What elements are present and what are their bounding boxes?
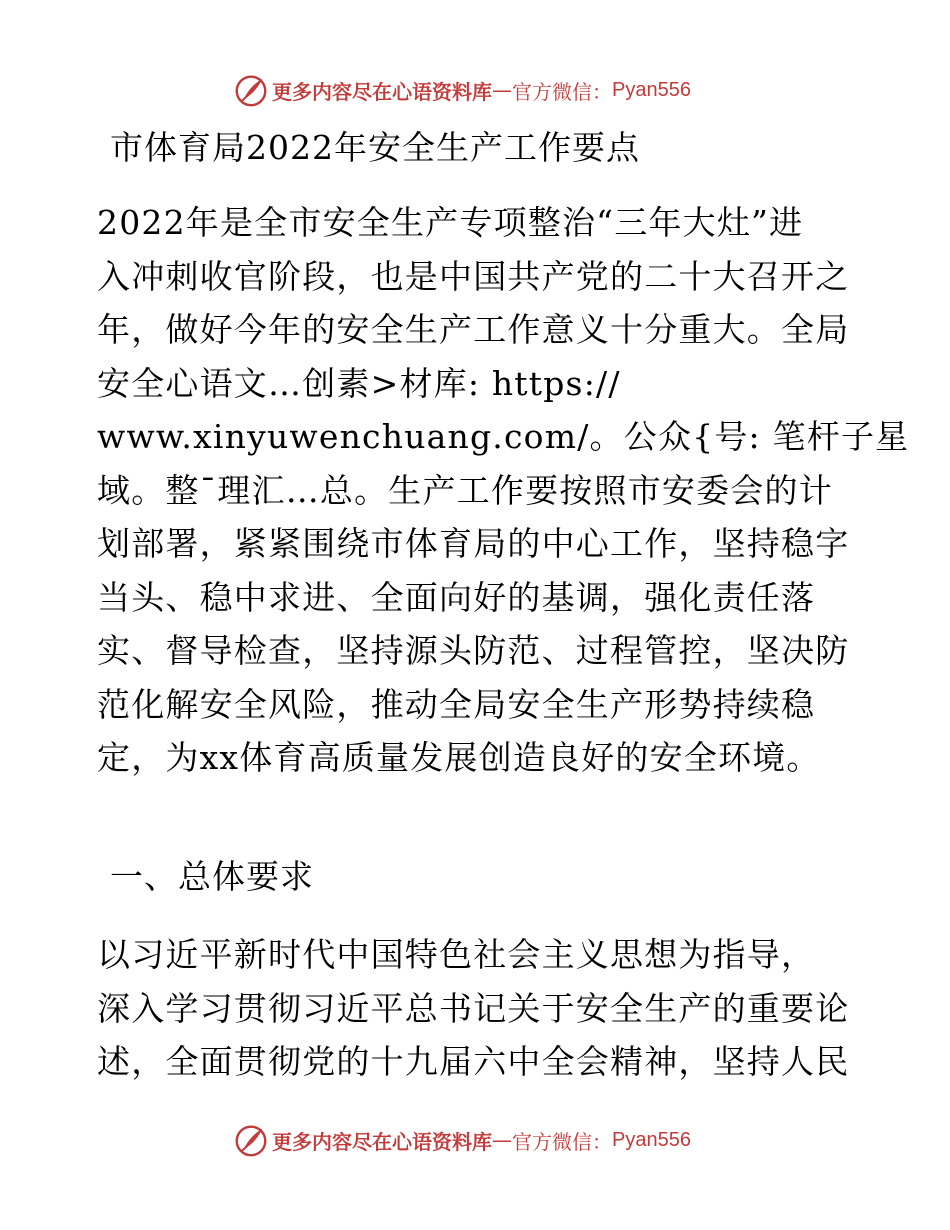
feather-logo-icon: [232, 1121, 270, 1159]
wechat-label: 官方微信：: [512, 1129, 612, 1154]
paragraph-line: 当头、稳中求进、全面向好的基调，强化责任落: [97, 577, 816, 617]
paragraph-line: 深入学习贯彻习近平总书记关于安全生产的重要论: [97, 988, 850, 1028]
wechat-id: Pyan556: [612, 1128, 691, 1151]
brand-text: 更多内容尽在心语资料库: [272, 79, 492, 104]
banner-dash: —: [492, 78, 512, 102]
section1-paragraph: [97, 928, 857, 1089]
paragraph-line: 年，做好今年的安全生产工作意义十分重大。全局: [97, 310, 850, 349]
wechat-id: Pyan556: [612, 78, 691, 101]
brand-text: 更多内容尽在心语资料库: [272, 1129, 492, 1154]
footer-banner: [232, 1120, 712, 1160]
banner-dash: —: [492, 1128, 512, 1152]
paragraph-line: 定，为xx体育高质量发展创造良好的安全环境。: [97, 738, 821, 777]
paragraph-line: 2022年是全市安全生产专项整治“三年大灶”进: [97, 203, 804, 242]
header-banner: [232, 70, 712, 110]
paragraph-line: 范化解安全风险，推动全局安全生产形势持续稳: [97, 684, 816, 724]
paragraph-line: 实、督导检查，坚持源头防范、过程管控，坚决防: [97, 631, 850, 670]
paragraph-line: 域。整¯理汇…总。生产工作要按照市安委会的计: [97, 470, 833, 510]
wechat-label: 官方微信：: [512, 79, 612, 104]
paragraph-line: 安全心语文…创素>材库: https://: [97, 363, 621, 403]
paragraph-line: www.xinyuwenchuang.com/。公众{号: 笔杆子星: [97, 417, 910, 456]
intro-paragraph: [97, 196, 910, 785]
paragraph-line: 述，全面贯彻党的十九届六中全会精神，坚持人民: [97, 1042, 850, 1081]
paragraph-line: 以习近平新时代中国特色社会主义思想为指导，: [97, 935, 816, 974]
section-heading: 一、总体要求: [110, 857, 314, 896]
paragraph-line: 划部署，紧紧围绕市体育局的中心工作，坚持稳字: [97, 524, 850, 563]
document-title: 市体育局2022年安全生产工作要点: [110, 128, 640, 167]
paragraph-line: 入冲刺收官阶段，也是中国共产党的二十大召开之: [97, 256, 850, 296]
feather-logo-icon: [232, 71, 270, 109]
